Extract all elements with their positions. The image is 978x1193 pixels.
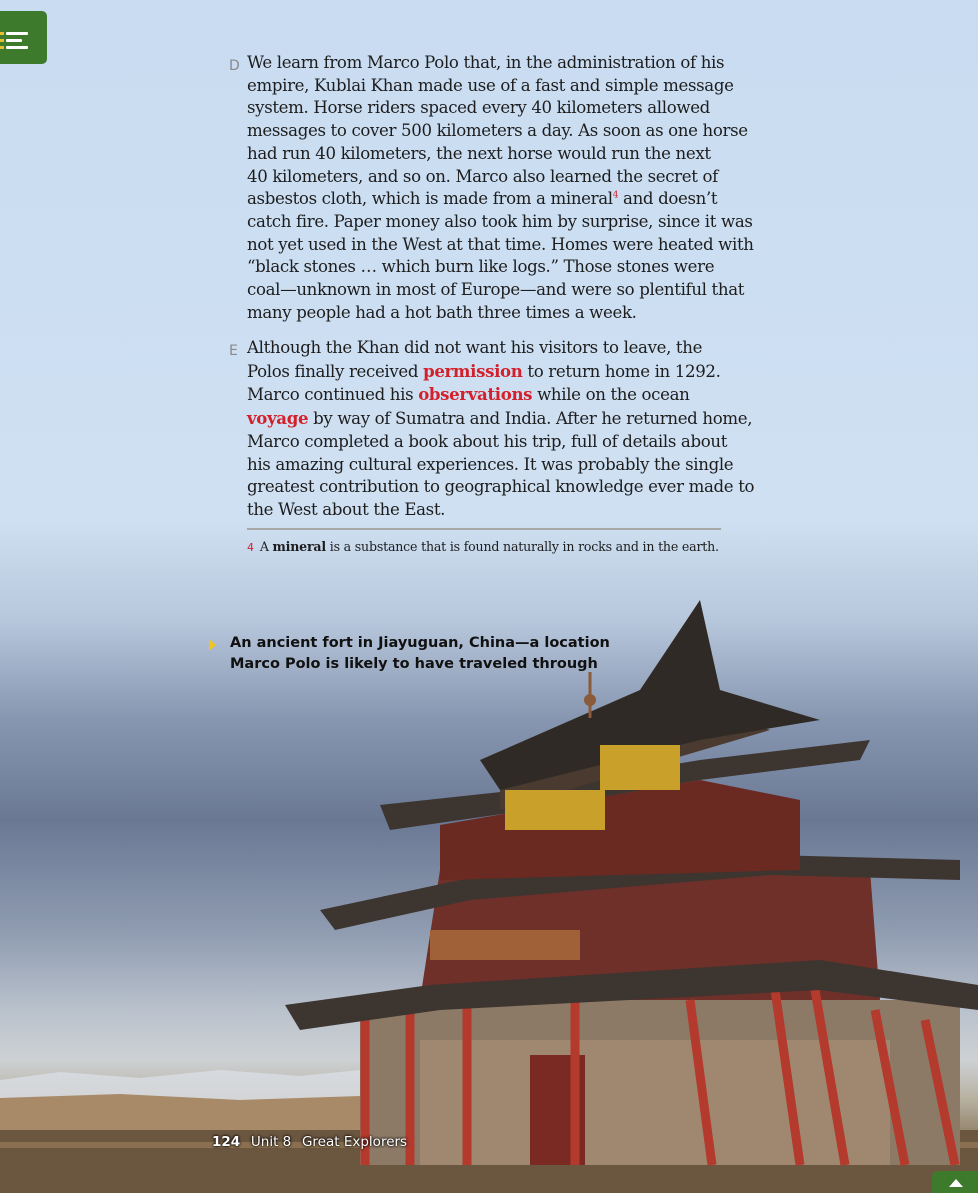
text-line: asbestos cloth, which is made from a mineral$^4$ and doesn’t <box>247 189 718 209</box>
vocab-word-permission[interactable]: permission <box>423 360 523 381</box>
unit-title: Great Explorers <box>301 1134 408 1150</box>
text-line: empire, Kublai Khan made use of a fast and simple message <box>247 75 734 95</box>
text-line: Marco continued his observations while on the ocean <box>247 384 690 405</box>
text-line: Marco completed a book about his trip, full of details about <box>247 431 728 451</box>
text-line: 40 kilometers, and so on. Marco also learned the secret of <box>247 166 718 186</box>
scroll-top-button[interactable] <box>932 1171 978 1193</box>
caption-line: An ancient fort in Jiayuguan, China—a location <box>230 635 610 651</box>
text-line: catch fire. Paper money also took him by surprise, since it was <box>247 211 753 231</box>
footnote: 4 A mineral is a substance that is found naturally in rocks and in the earth. <box>247 539 719 554</box>
vocab-word-observations[interactable]: observations <box>418 384 533 405</box>
arrow-up-icon <box>949 1179 963 1187</box>
caption-arrow-icon <box>209 639 216 651</box>
text-line: the West about the East. <box>247 499 446 519</box>
footnote-number: 4 <box>247 541 254 554</box>
vocab-word-voyage[interactable]: voyage <box>247 408 309 429</box>
menu-button[interactable] <box>0 11 47 64</box>
paragraph-letter: D <box>229 58 240 74</box>
unit-label: Unit 8 <box>250 1134 292 1150</box>
paragraph-e <box>229 337 755 522</box>
text-line: not yet used in the West at that time. Homes were heated with <box>247 234 754 254</box>
text-line: messages to cover 500 kilometers a day. As soon as one horse <box>247 121 748 141</box>
page-footer <box>212 1134 407 1150</box>
caption-line: Marco Polo is likely to have traveled through <box>230 656 598 672</box>
text-line: system. Horse riders spaced every 40 kilometers allowed <box>247 98 710 118</box>
text-line: We learn from Marco Polo that, in the administration of his <box>247 53 725 72</box>
footnote-ref[interactable]: 4 <box>612 190 619 201</box>
text-line: many people had a hot bath three times a week. <box>247 302 637 322</box>
text-line: Polos finally received permission to return home in 1292. <box>247 360 721 381</box>
text-line: greatest contribution to geographical knowledge ever made to <box>247 477 755 497</box>
footnote-term: mineral <box>272 539 326 554</box>
text-line: Although the Khan did not want his visitors to leave, the <box>247 338 703 357</box>
text-line: voyage by way of Sumatra and India. After he returned home, <box>247 408 753 429</box>
text-line: “black stones … which burn like logs.” Those stones were <box>247 257 715 277</box>
footnote-divider <box>247 528 721 530</box>
paragraph-letter: E <box>229 343 238 359</box>
page-number: 124 <box>212 1134 241 1150</box>
photo-caption <box>230 633 610 675</box>
paragraph-d <box>229 52 754 324</box>
text-line: coal—unknown in most of Europe—and were so plentiful that <box>247 280 745 300</box>
text-line: his amazing cultural experiences. It was probably the single <box>247 454 734 474</box>
text-line: had run 40 kilometers, the next horse would run the next <box>247 143 711 163</box>
